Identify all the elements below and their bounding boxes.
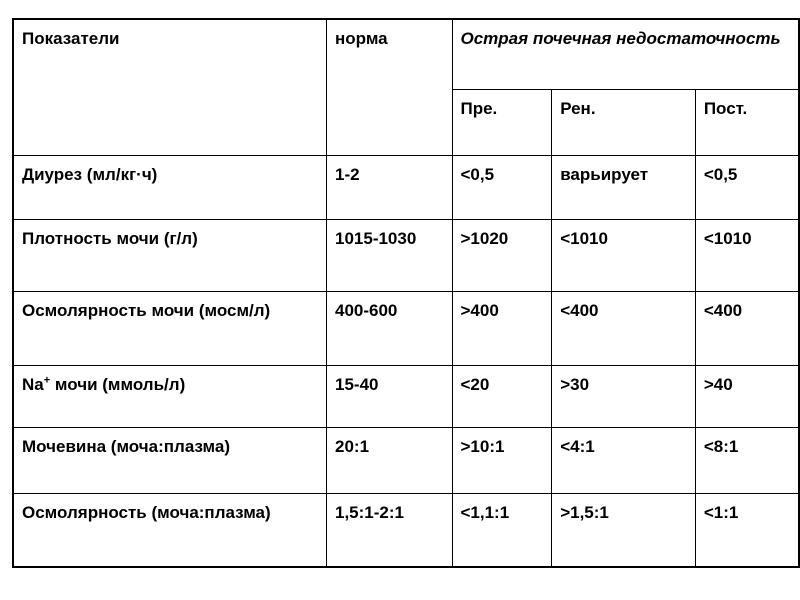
cell-norm: 400-600 [327,291,453,365]
cell-pre: >400 [452,291,552,365]
cell-ren: <4:1 [552,427,696,493]
row-label: Плотность мочи (г/л) [13,219,327,291]
cell-norm: 1-2 [327,155,453,219]
cell-ren: <400 [552,291,696,365]
table-row [13,493,799,567]
row-label: Осмолярность (моча:плазма) [13,493,327,567]
cell-post: <8:1 [695,427,799,493]
cell-norm: 15-40 [327,365,453,427]
row-label: Диурез (мл/кг·ч) [13,155,327,219]
header-norm: норма [327,19,453,155]
row-label: Осмолярность мочи (мосм/л) [13,291,327,365]
cell-post: <1:1 [695,493,799,567]
cell-ren: <1010 [552,219,696,291]
row-label: Мочевина (моча:плазма) [13,427,327,493]
table-row [13,155,799,219]
cell-post: <1010 [695,219,799,291]
row-label [13,365,327,427]
cell-post: <400 [695,291,799,365]
cell-norm: 20:1 [327,427,453,493]
cell-norm: 1015-1030 [327,219,453,291]
table-row [13,219,799,291]
cell-ren: варьирует [552,155,696,219]
cell-post: <0,5 [695,155,799,219]
row-label-prefix: Na [22,374,44,394]
table-row [13,365,799,427]
table-row [13,427,799,493]
data-table [12,18,800,568]
cell-post: >40 [695,365,799,427]
header-pre: Пре. [452,89,552,155]
header-ren: Рен. [552,89,696,155]
header-indicator: Показатели [13,19,327,155]
cell-pre: >10:1 [452,427,552,493]
cell-ren: >1,5:1 [552,493,696,567]
header-row [13,19,799,89]
cell-norm: 1,5:1-2:1 [327,493,453,567]
cell-pre: >1020 [452,219,552,291]
cell-pre: <20 [452,365,552,427]
row-label-superscript: + [43,373,51,386]
header-post: Пост. [695,89,799,155]
cell-pre: <0,5 [452,155,552,219]
table-row [13,291,799,365]
header-group-title: Острая почечная недостаточность [452,19,799,89]
cell-ren: >30 [552,365,696,427]
cell-pre: <1,1:1 [452,493,552,567]
row-label-suffix: мочи (ммоль/л) [50,374,186,394]
